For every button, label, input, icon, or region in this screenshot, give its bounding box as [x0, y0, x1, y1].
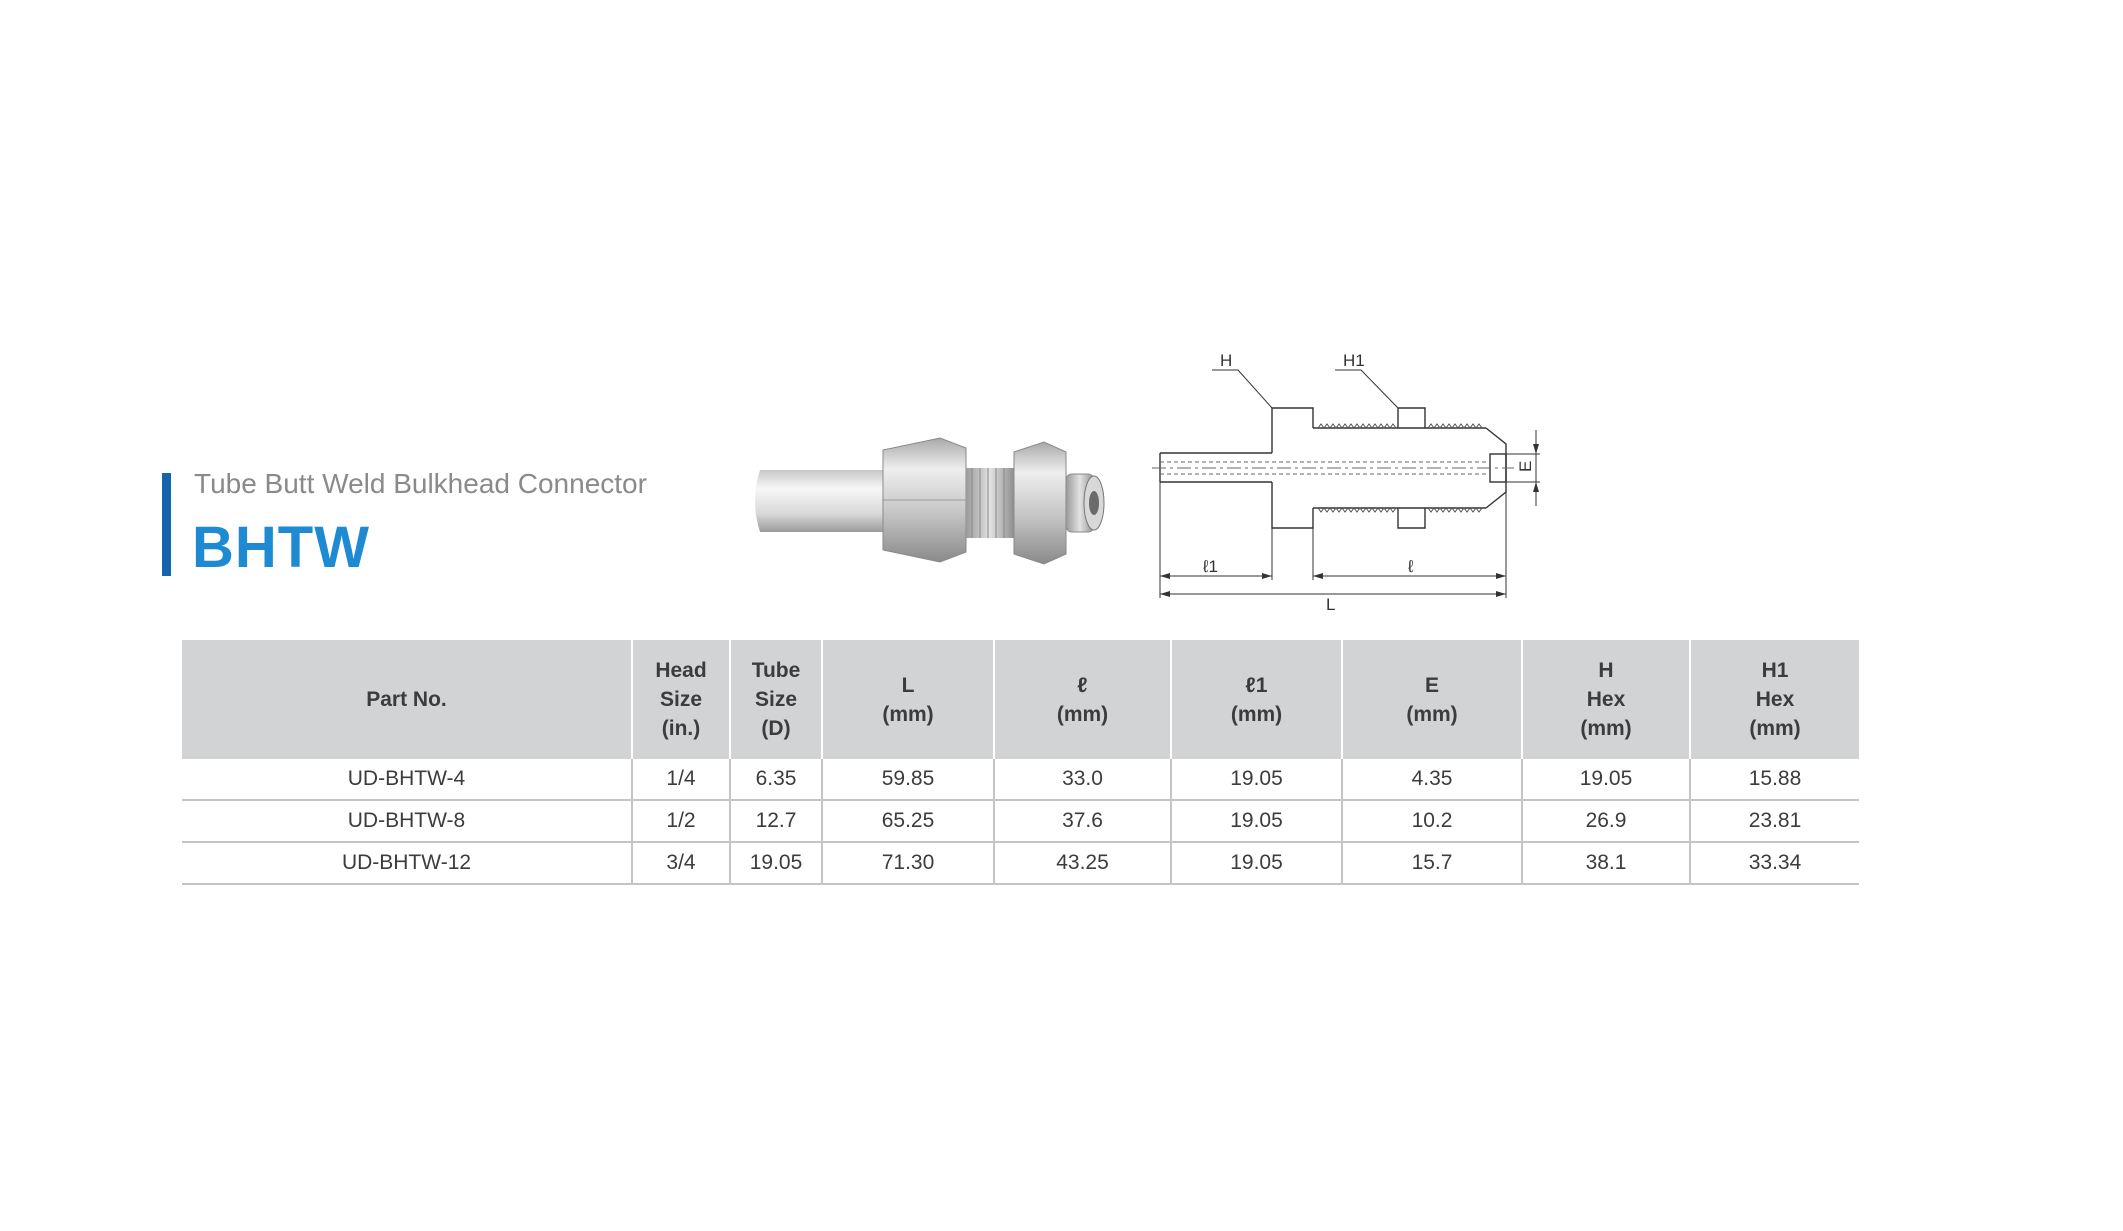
- table-cell: UD-BHTW-4: [182, 759, 632, 800]
- table-cell: 1/4: [632, 759, 730, 800]
- photo-thread: [966, 468, 1014, 538]
- table-cell: 4.35: [1342, 759, 1522, 800]
- column-header-line: ℓ1: [1245, 673, 1268, 697]
- table-cell: 15.7: [1342, 842, 1522, 884]
- column-header-line: Size: [754, 688, 798, 711]
- column-header-line: H1: [1761, 659, 1789, 682]
- table-cell: 37.6: [994, 800, 1171, 842]
- technical-drawing: [1148, 348, 1578, 620]
- table-cell: 19.05: [1522, 759, 1690, 800]
- column-header: [182, 640, 632, 759]
- photo-hex-nut-large: [883, 438, 966, 562]
- column-header-line: H: [1598, 659, 1614, 682]
- photo-end-fitting: [1066, 474, 1104, 532]
- table-cell: 19.05: [730, 842, 822, 884]
- photo-hex-nut-small: [1014, 442, 1066, 564]
- column-header-line: Tube: [751, 659, 801, 682]
- column-header-line: Hex: [1755, 688, 1795, 711]
- column-header-line: L: [901, 673, 915, 697]
- table-cell: 65.25: [822, 800, 994, 842]
- table-cell: UD-BHTW-8: [182, 800, 632, 842]
- column-header-line: (mm): [882, 702, 934, 726]
- table-cell: 33.0: [994, 759, 1171, 800]
- drawing-label-h1: H1: [1343, 351, 1365, 370]
- table-cell: 59.85: [822, 759, 994, 800]
- column-header-line: (D): [761, 717, 791, 740]
- column-header-line: (mm): [1230, 702, 1283, 726]
- drawing-label-l: L: [1326, 595, 1336, 614]
- column-header-line: E: [1424, 673, 1439, 697]
- table-cell: 6.35: [730, 759, 822, 800]
- table-cell: 19.05: [1171, 842, 1342, 884]
- table-header: [182, 640, 1859, 759]
- column-header-line: ℓ: [1077, 673, 1088, 697]
- table-cell: 3/4: [632, 842, 730, 884]
- product-title: BHTW: [192, 515, 370, 580]
- column-header-line: Part No.: [366, 688, 447, 711]
- table-cell: 23.81: [1690, 800, 1859, 842]
- column-header: [994, 640, 1171, 759]
- column-header: [1342, 640, 1522, 759]
- photo-tube: [755, 470, 883, 532]
- column-header-line: (in.): [661, 717, 701, 740]
- table-row: [182, 759, 1859, 800]
- drawing-centerline: [1152, 462, 1514, 474]
- table-cell: 15.88: [1690, 759, 1859, 800]
- product-photo: [748, 430, 1110, 602]
- accent-bar: [162, 473, 171, 576]
- drawing-label-l-small: ℓ: [1408, 557, 1414, 576]
- table-cell: 43.25: [994, 842, 1171, 884]
- product-subtitle: Tube Butt Weld Bulkhead Connector: [194, 468, 647, 499]
- column-header-line: Hex: [1586, 688, 1626, 711]
- dimensions-table: [182, 640, 1859, 885]
- drawing-label-l1: ℓ1: [1203, 557, 1218, 576]
- table-cell: 38.1: [1522, 842, 1690, 884]
- table-cell: 26.9: [1522, 800, 1690, 842]
- column-header-line: (mm): [1749, 717, 1801, 740]
- drawing-label-h: H: [1220, 351, 1233, 370]
- column-header-line: (mm): [1580, 717, 1632, 740]
- table-row: [182, 800, 1859, 842]
- table-row: [182, 842, 1859, 884]
- table-cell: 1/2: [632, 800, 730, 842]
- column-header: [822, 640, 994, 759]
- column-header-line: Head: [655, 659, 707, 682]
- table-cell: 33.34: [1690, 842, 1859, 884]
- column-header-line: (mm): [1056, 702, 1109, 726]
- column-header: [730, 640, 822, 759]
- drawing-leaders: [1212, 370, 1398, 408]
- table-cell: 71.30: [822, 842, 994, 884]
- table-cell: 19.05: [1171, 759, 1342, 800]
- table-body: [182, 759, 1859, 884]
- table-cell: 10.2: [1342, 800, 1522, 842]
- column-header-line: Size: [659, 688, 703, 711]
- column-header: [632, 640, 730, 759]
- column-header: [1690, 640, 1859, 759]
- column-header: [1171, 640, 1342, 759]
- column-header: [1522, 640, 1690, 759]
- table-cell: 12.7: [730, 800, 822, 842]
- column-header-line: (mm): [1406, 702, 1458, 726]
- table-cell: UD-BHTW-12: [182, 842, 632, 884]
- drawing-label-e: E: [1516, 460, 1535, 472]
- table-cell: 19.05: [1171, 800, 1342, 842]
